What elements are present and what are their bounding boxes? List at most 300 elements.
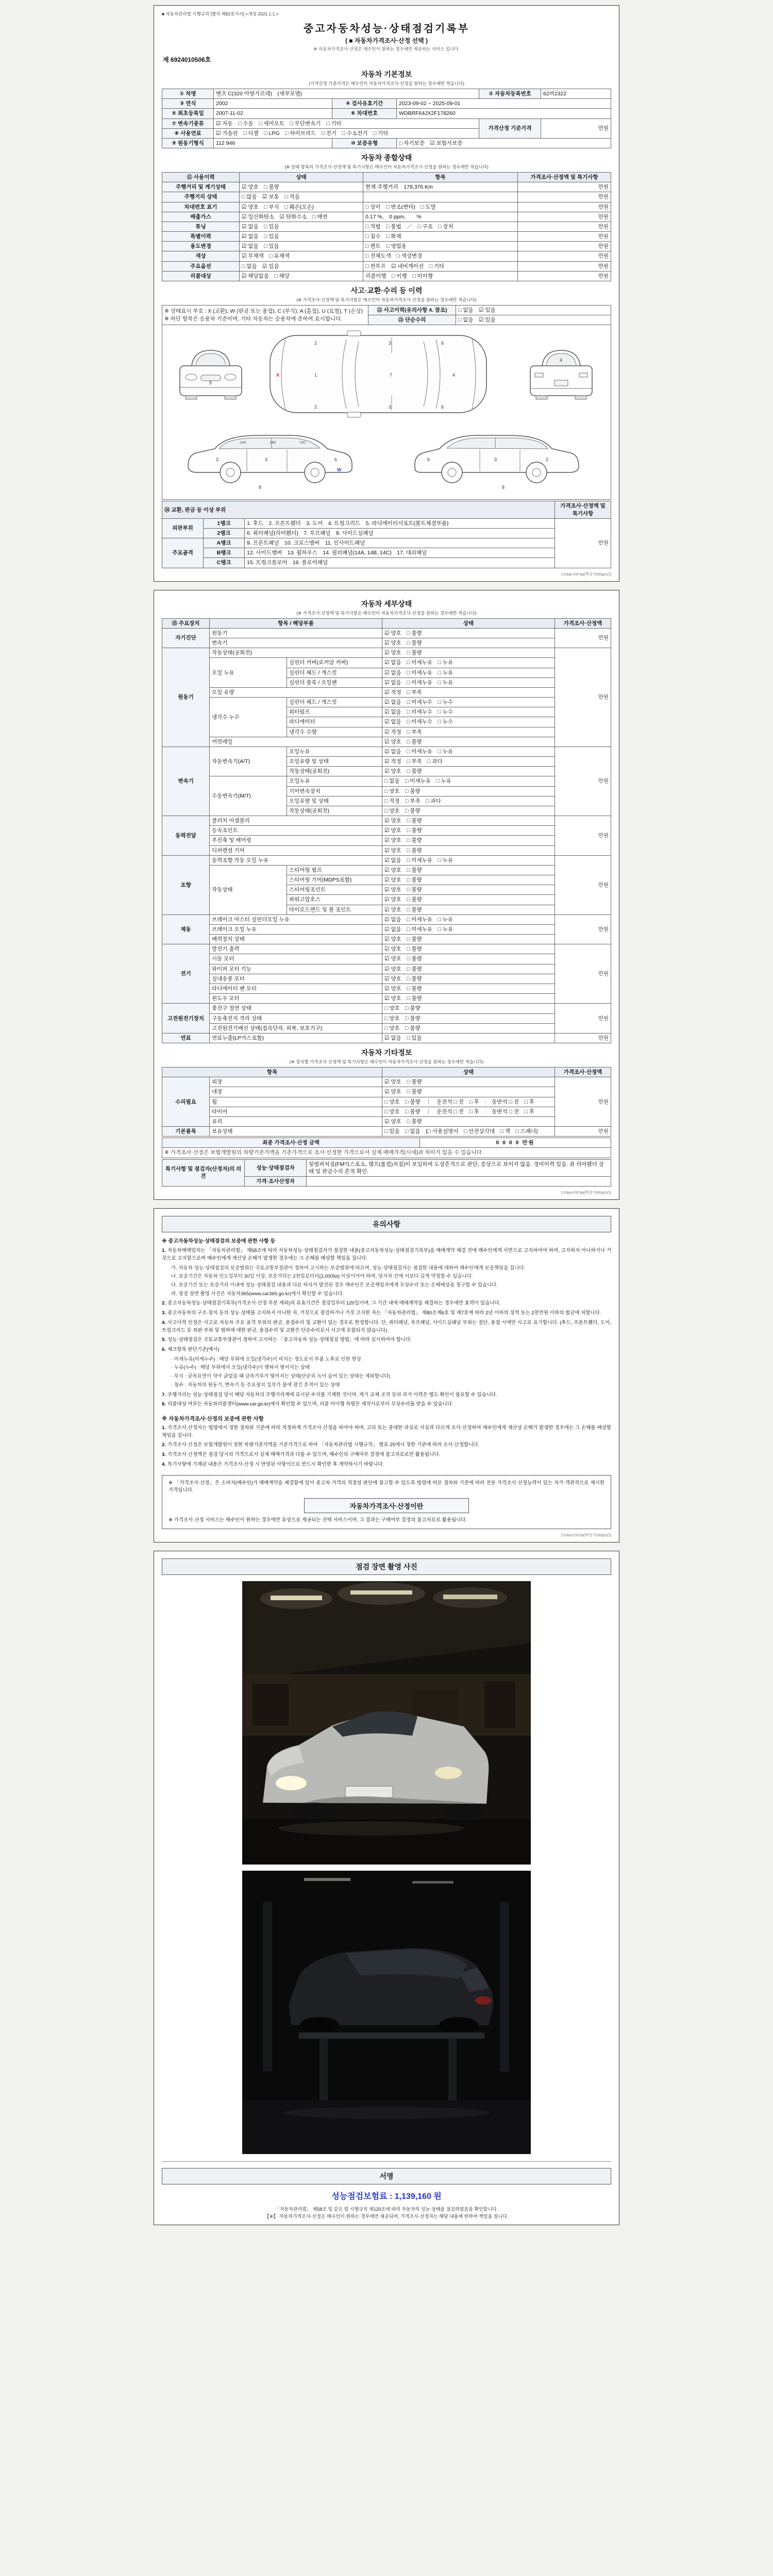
remarks-role: 성능·상태점검자: [245, 1159, 307, 1176]
svg-text:X: X: [276, 372, 280, 378]
state-checkboxes: ☑ 없음 □ 있음: [382, 1033, 555, 1043]
item-label: 오일 누유: [210, 658, 287, 688]
notice-subitem: 나. 보증기간은 자동차 인도일부터 30일 이상, 보증거리는 2천킬로미터(2,000㎞) 이상이어야 하며, 당사자 간에 이보다 길게 약정할 수 있습니다.: [171, 1274, 473, 1280]
price-cell: 만원: [555, 1033, 611, 1043]
table-row: [162, 1023, 611, 1033]
item-label: 휠: [210, 1097, 382, 1107]
device-group-label: 연료: [162, 1033, 210, 1043]
notice-item: 3. 중고자동차의 구조·장치 등의 성능·상태를 고지하지 아니한 자, 거짓으로 점검하거나 거짓 고지한 자는 「자동차관리법」 제80조제6호 및 제7호에 따라 2년 이하의 징역 또는 2천만원 이하의 벌금에 처합니다.: [162, 1310, 601, 1316]
table-row: [162, 964, 611, 974]
item-label: 윈도우 모터: [210, 994, 382, 1004]
svg-text:1: 1: [314, 372, 317, 378]
price-cell: 만원: [555, 1077, 611, 1127]
state-checkboxes: □ 없음 ☑ 있음: [240, 261, 363, 271]
table-row: [162, 1033, 611, 1043]
state-checkboxes: ☑ 양호 □ 불량: [382, 737, 555, 747]
section-title-accident: 사고·교환·수리 등 이력: [350, 286, 423, 295]
item-label: 보유상태: [210, 1127, 382, 1137]
table-row: [162, 944, 611, 954]
state-checkboxes: ☑ 없음 □ 미세누유 □ 누유: [382, 924, 555, 934]
base-price-label: 가격산정 기준가격: [479, 118, 541, 138]
item-label: 동력조향 작동 오일 누유: [210, 855, 382, 865]
state-checkboxes: ☑ 양호 □ 불량: [382, 875, 555, 885]
svg-text:W: W: [337, 467, 342, 473]
svg-text:2: 2: [546, 457, 549, 463]
table-row: [162, 325, 611, 500]
state-checkboxes: ☑ 없음 □ 미세누유 □ 누유: [382, 668, 555, 677]
section-title-basic: 자동차 기본정보: [361, 70, 412, 78]
svg-text:3: 3: [389, 404, 392, 410]
part-label: 오일유량 및 상태: [287, 796, 382, 806]
print-spec: 210㎜×297㎜[백상지(80g/㎡)]: [561, 1532, 611, 1537]
notice-item: 5. 성능·상태점검은 국토교통부장관이 정하여 고시하는 「중고자동차 성능·상태점검 방법」에 따라 실시하여야 합니다.: [162, 1337, 412, 1343]
table-row: [162, 242, 611, 251]
svg-text:6: 6: [334, 457, 338, 463]
fuel-checkboxes: ☑ 가솔린 □ 디젤 □ LPG □ 하이브리드 □ 전기 □ 수소전기 □ 기타: [214, 128, 479, 138]
price-definition-box: [162, 1475, 611, 1529]
state-checkboxes: □ 양호 □ 불량 ｜ 운전석 □ 전 □ 후 · 동반석 □ 전 □ 후: [382, 1107, 555, 1116]
page-1: [154, 5, 619, 582]
state-checkboxes: ☑ 적정 □ 부족 □ 과다: [382, 757, 555, 767]
col-header: 상태: [382, 618, 555, 628]
table-row: [162, 118, 611, 128]
state-checkboxes: ☑ 양호 □ 불량: [382, 994, 555, 1004]
item-value: 리콜이행 □ 이행 □ 미이행: [363, 271, 518, 281]
rank-name: C랭크: [204, 558, 245, 568]
print-spec: 210㎜×297㎜[백상지(80g/㎡)]: [561, 1190, 611, 1195]
part-label: 스티어링조인트: [287, 885, 382, 895]
table-row: [162, 658, 611, 668]
col-header: 가격조사·산정액: [555, 618, 611, 628]
table-row: [162, 836, 611, 845]
table-row: [162, 924, 611, 934]
item-value: 0.17 %, 0 ppm, %: [363, 212, 518, 222]
part-label: 냉각수 수량: [287, 727, 382, 737]
table-row: [162, 1107, 611, 1116]
inspection-value: 2023-09-02 ~ 2025-09-01: [397, 99, 611, 109]
part-label: 파워고압호스: [287, 895, 382, 905]
main-frame-label: 주요골격: [162, 538, 204, 568]
col-header: 가격조사·산정액 및 특기사항: [518, 173, 611, 182]
state-checkboxes: ☑ 없음 □ 있음: [240, 232, 363, 242]
item-label: 냉각수 누수: [210, 698, 287, 737]
field-label: ⑦ 변속기종류: [162, 118, 214, 128]
price-cell: 만원: [555, 944, 611, 1004]
field-label: ② 자동차등록번호: [479, 89, 541, 99]
final-price-value: 0 0 0 0 만원: [420, 1138, 611, 1148]
price-cell: 만원: [555, 648, 611, 747]
state-checkboxes: ☑ 양호 □ 불량: [382, 964, 555, 974]
photo-section-title: 점검 장면 촬영 사진: [162, 1558, 611, 1575]
table-row: [162, 984, 611, 994]
field-label: ⑩ 보증유형: [332, 138, 397, 148]
section-note-basic: (가격산정 기준가격은 매수인이 자동차가격조사·산정을 원하는 경우에만 적습니다): [309, 81, 464, 86]
item-label: 원동기: [210, 628, 382, 638]
notice-subitem: · 침수 : 자동차의 원동기, 변속기 등 주요장치 일부가 물에 잠긴 흔적이 있는 상태: [171, 1382, 340, 1388]
state-checkboxes: ☑ 없음 □ 미세누수 □ 누수: [382, 717, 555, 727]
table-header-row: [162, 501, 611, 518]
section-title-detail: 자동차 세부상태: [361, 599, 412, 608]
section-title-etc: 자동차 기타정보: [361, 1048, 412, 1057]
state-mark-legend: [162, 305, 368, 325]
item-value: 현재 주행거리 178,376 Km: [363, 182, 518, 192]
table-row: [162, 638, 611, 648]
table-row: [162, 1148, 611, 1158]
sign-band-title: 서명: [162, 2168, 611, 2184]
table-row: [162, 845, 611, 855]
row-label: 색상: [162, 251, 240, 261]
state-checkboxes: □ 양호 □ 불량: [382, 806, 555, 816]
rank-parts: 6. 쿼터패널(리어휀더) 7. 루프패널 8. 사이드실패널: [245, 528, 555, 538]
price-notice-title: ※ 자동차가격조사·산정의 보증에 관한 사항: [162, 1416, 264, 1422]
state-checkboxes: ☑ 양호 □ 불량: [382, 845, 555, 855]
item-label: 클러치 어셈블리: [210, 816, 382, 826]
inspection-photo-2: [242, 1871, 531, 2154]
table-row: [162, 1159, 611, 1176]
warranty-checkboxes: □ 자기보증 ☑ 보험사보증: [397, 138, 611, 148]
price-cell: 만원: [518, 222, 611, 231]
table-row: [162, 865, 611, 875]
item-value: □ 전체도색 □ 색상변경: [363, 251, 518, 261]
field-label: ③ 연식: [162, 99, 214, 109]
state-checkboxes: ☑ 없음 □ 미세누유 □ 누유: [382, 658, 555, 668]
simple-repair-checkboxes: □ 없음 ☑ 있음: [456, 315, 611, 325]
price-cell: 만원: [518, 232, 611, 242]
engine-type-value: 112 946: [214, 138, 332, 148]
state-checkboxes: ☑ 해당없음 □ 해당: [240, 271, 363, 281]
item-label: 내장: [210, 1087, 382, 1097]
page-4: [154, 1551, 619, 2225]
svg-text:2: 2: [216, 457, 219, 463]
state-checkboxes: ☑ 양호 □ 불량: [382, 836, 555, 845]
section-note-overall: (※ 상태·항목의 가격조사·산정액 및 특기사항은 매수인이 자동차가격조사·산정을 원하는 경우에만 적습니다): [284, 164, 489, 170]
price-cell: 만원: [518, 251, 611, 261]
simple-repair-label: ⑬ 단순수리: [368, 315, 456, 325]
col-header: 상태: [382, 1067, 555, 1077]
state-checkboxes: ☑ 양호 □ 불량: [382, 954, 555, 964]
svg-text:4: 4: [452, 372, 456, 378]
svg-text:7: 7: [390, 372, 393, 378]
document-subtitle: ( ■ 자동차가격조사·산정 선택 ): [345, 37, 428, 44]
state-checkboxes: □ 있음 □ 없음 (□ 사용설명서 □ 안전삼각대 □ 잭 □ 스패너): [382, 1127, 555, 1137]
remarks-text: [307, 1176, 611, 1186]
field-label: ⑧ 사용연료: [162, 128, 214, 138]
rank-name: 2랭크: [204, 528, 245, 538]
part-label: 작동상태(공회전): [287, 806, 382, 816]
first-reg-value: 2007-11-02: [214, 109, 332, 118]
svg-text:6: 6: [427, 457, 430, 463]
state-checkboxes: □ 많음 ☑ 보통 □ 적음: [240, 192, 363, 202]
overall-state-table: [162, 172, 611, 281]
notice-list: [162, 1247, 611, 1409]
svg-text:5: 5: [209, 380, 212, 386]
table-row: [162, 698, 611, 707]
part-label: 작동상태(공회전): [287, 767, 382, 776]
item-value: □ 상이 □ 변조(변타) □ 도말: [363, 202, 518, 212]
table-row: [162, 251, 611, 261]
table-row: [162, 558, 611, 568]
item-label: 발전기 출력: [210, 944, 382, 954]
state-checkboxes: ☑ 양호 □ 불량: [382, 1087, 555, 1097]
item-label: 작동상태: [210, 865, 287, 914]
table-row: [162, 935, 611, 944]
item-label: 라디에이터 팬 모터: [210, 984, 382, 994]
state-checkboxes: □ 적정 □ 부족 □ 과다: [382, 796, 555, 806]
part-label: 실린더 헤드 / 개스킷: [287, 668, 382, 677]
row-label: 배출가스: [162, 212, 240, 222]
table-row: [162, 271, 611, 281]
car-front-view: [180, 350, 242, 399]
sign-section: [162, 2161, 611, 2221]
transmission-checkboxes: ☑ 자동 □ 수동 □ 세미오토 □ 무단변속기 □ 기타: [214, 118, 479, 128]
table-row: [162, 826, 611, 836]
item-label: 등속조인트: [210, 826, 382, 836]
print-spec: 210㎜×297㎜[백상지(80g/㎡)]: [561, 571, 611, 577]
table-row: [162, 914, 611, 924]
field-label: ⑥ 차대번호: [332, 109, 397, 118]
price-cell: 만원: [555, 628, 611, 648]
part-label: 라디에이터: [287, 717, 382, 727]
rank-name: 1랭크: [204, 518, 245, 528]
device-group-label: 전기: [162, 944, 210, 1004]
definition-box-title: 자동차가격조사·산정이란: [304, 1498, 469, 1513]
item-value: □ 적법 □ 불법 ／ □ 구조 □ 장치: [363, 222, 518, 231]
table-row: [162, 816, 611, 826]
row-label: 리콜대상: [162, 271, 240, 281]
state-checkboxes: ☑ 적정 □ 부족: [382, 727, 555, 737]
year-value: 2002: [214, 99, 332, 109]
row-label: 주행거리 및 계기상태: [162, 182, 240, 192]
table-row: [162, 994, 611, 1004]
rank-parts: 15. 트렁크플로어 16. 플로어패널: [245, 558, 555, 568]
state-checkboxes: ☑ 양호 □ 불량: [382, 1116, 555, 1126]
device-group-label: 수리필요: [162, 1077, 210, 1127]
device-group-label: 동력전달: [162, 816, 210, 856]
notice-item: 4. 특기사항에 기재된 내용은 가격조사·산정 시 반영된 사항이므로 반드시 확인한 후 계약하시기 바랍니다.: [162, 1461, 384, 1467]
part-label: 오일누유: [287, 747, 382, 756]
table-row: [162, 222, 611, 231]
accident-table: [162, 305, 611, 500]
item-label: 시동 모터: [210, 954, 382, 964]
svg-text:6: 6: [441, 404, 444, 410]
table-row: [162, 232, 611, 242]
car-top-view: [270, 331, 486, 417]
svg-text:14A: 14A: [240, 441, 246, 445]
state-checkboxes: ☑ 없음 □ 미세누유 □ 누유: [382, 914, 555, 924]
item-label: 자동변속기(A/T): [210, 747, 287, 776]
price-notice-list: [162, 1425, 611, 1469]
page-3: [154, 1208, 619, 1543]
table-row: [162, 538, 611, 548]
legend-line: ※ 하단 항목은 승용차 기준이며, 기타 자동차는 승용차에 준하여 표시합니다.: [164, 315, 343, 322]
state-checkboxes: ☑ 없음 □ 미세누수 □ 누수: [382, 707, 555, 717]
row-label: 특별이력: [162, 232, 240, 242]
insurance-fee-line: [162, 2190, 611, 2201]
state-checkboxes: ☑ 양호 □ 불량: [382, 826, 555, 836]
table-row: [162, 1087, 611, 1097]
table-row: [162, 776, 611, 786]
state-checkboxes: ☑ 양호 □ 불량: [382, 638, 555, 648]
reg-no-value: 62머2322: [541, 89, 611, 99]
price-cell: 만원: [555, 1004, 611, 1033]
state-checkboxes: ☑ 양호 □ 불량: [382, 648, 555, 658]
state-checkboxes: ☑ 양호 □ 불량: [382, 974, 555, 984]
item-value: [363, 192, 518, 202]
table-row: [162, 212, 611, 222]
state-checkboxes: □ 양호 □ 불량: [382, 1004, 555, 1013]
table-row: [162, 1116, 611, 1126]
notice-band-title: 유의사항: [162, 1216, 611, 1232]
price-cell: 만원: [555, 1127, 611, 1137]
item-value: □ 썬루프 ☑ 네비게이션 □ 기타: [363, 261, 518, 271]
item-label: 배력장치 상태: [210, 935, 382, 944]
table-row: [162, 109, 611, 118]
price-cell: 만원: [555, 518, 611, 568]
notice-subitem: · 누유(누수) : 해당 부위에서 오일(냉각수)이 맺혀서 떨어지는 상태: [171, 1365, 310, 1371]
sign-statement: 「자동차관리법」 제58조 및 같은 법 시행규칙 제120조에 따라 자동차의 성능·상태를 점검하였음을 확인합니다.: [275, 2206, 498, 2212]
price-cell: 만원: [555, 816, 611, 856]
table-header-row: [162, 173, 611, 182]
table-row: [162, 548, 611, 558]
rank-parts: 1. 후드 2. 프론트휀더 3. 도어 4. 트렁크리드 5. 라디에이터서포트(볼트체결부품): [245, 518, 555, 528]
price-cell: 만원: [518, 192, 611, 202]
document-subnote: ※ 자동차가격조사·산정은 매수인이 원하는 경우에만 제공하는 서비스 입니다.: [313, 46, 460, 52]
notice-subitem: 라. 점검 장면 촬영 사진은 자동차365(www.car365.go.kr)에서 확인할 수 있습니다.: [171, 1291, 344, 1297]
field-label: ④ 검사유효기간: [332, 99, 397, 109]
car-rear-view: [530, 350, 592, 399]
definition-line: ※ 「가격조사·산정」은 소비자(매수인)가 매매계약을 체결함에 있어 중고차 가격의 적절성 판단에 참고할 수 있도록 법령에 따른 절차와 기준에 따라 전문 가격조사·산정능력이 있는 자가 객관적으로 제시한 가격입니다.: [169, 1480, 604, 1494]
state-checkboxes: ☑ 없음 □ 미세누유 □ 누유: [382, 855, 555, 865]
item-label: 구동축전지 격리 상태: [210, 1013, 382, 1023]
remarks-text: 뒷범퍼처짐(FM익스포소, 램프(롤컴)처짐)이 보임하여 도장흔적으로 판단, 증상으로 보이지 않음. 정비이력 있음. 좌 리어휀더 상태 및 판금수리 흔적 확인.: [307, 1159, 611, 1176]
table-row: [162, 855, 611, 865]
table-row: [162, 1077, 611, 1087]
field-label: ⑨ 원동기형식: [162, 138, 214, 148]
item-label: 유리: [210, 1116, 382, 1126]
part-label: 실린더 커버(로커암 커버): [287, 658, 382, 668]
document-number: 제 6924010506호: [163, 56, 211, 63]
price-cell: 만원: [555, 747, 611, 816]
state-checkboxes: ☑ 양호 □ 불량: [382, 816, 555, 826]
state-checkboxes: ☑ 양호 □ 부식 □ 훼손(오손): [240, 202, 363, 212]
notice-item: 6. 체크항목 판단기준(예시): [162, 1347, 220, 1352]
state-checkboxes: ☑ 양호 □ 불량: [382, 767, 555, 776]
state-checkboxes: ☑ 무채색 □ 유채색: [240, 251, 363, 261]
accident-history-checkboxes: □ 없음 ☑ 있음: [456, 305, 611, 315]
table-row: [162, 202, 611, 212]
field-label: ① 차명: [162, 89, 214, 99]
price-cell: 만원: [518, 202, 611, 212]
table-row: [162, 1004, 611, 1013]
table-row: [162, 192, 611, 202]
state-checkboxes: ☑ 양호 □ 불량: [382, 628, 555, 638]
svg-text:8: 8: [502, 485, 505, 490]
item-value: □ 침수 □ 화재: [363, 232, 518, 242]
svg-text:14B: 14B: [270, 441, 276, 445]
part-label: 오일유량 및 상태: [287, 757, 382, 767]
table-row: [162, 974, 611, 984]
state-checkboxes: ☑ 양호 □ 불량: [382, 1077, 555, 1087]
device-group-label: 기본품목: [162, 1127, 210, 1137]
part-label: 워터펌프: [287, 707, 382, 717]
state-checkboxes: □ 양호 □ 불량: [382, 786, 555, 796]
part-label: 기어변속장치: [287, 786, 382, 796]
row-label: 용도변경: [162, 242, 240, 251]
table-row: [162, 687, 611, 697]
device-group-label: 고전원전기장치: [162, 1004, 210, 1033]
device-group-label: 원동기: [162, 648, 210, 747]
svg-text:8: 8: [259, 485, 262, 490]
base-price-value: 만원: [541, 118, 611, 138]
exchange-label: ⑭ 교환, 판금 등 이상 부위: [162, 501, 555, 518]
part-label: 오일누유: [287, 776, 382, 786]
notice-item: 2. 중고자동차성능·상태점검기록부(가격조사·산정 부분 제외)의 유효기간은 점검일부터 120일이며, 그 기간 내에 매매계약을 체결하는 경우에만 효력이 있습니다.: [162, 1300, 501, 1307]
item-label: 고전원전기배선 상태(접속단자, 피복, 보호기구): [210, 1023, 382, 1033]
item-label: 추진축 및 베어링: [210, 836, 382, 845]
state-checkboxes: □ 양호 □ 불량: [382, 1013, 555, 1023]
remarks-role: 가격·조사산정자: [245, 1176, 307, 1186]
table-row: [162, 648, 611, 658]
price-cell: 만원: [518, 261, 611, 271]
table-row: [162, 182, 611, 192]
table-row: [162, 89, 611, 99]
notice-item: 1. 자동차매매업자는 「자동차관리법」 제58조에 따라 자동차성능·상태점검자가 점검한 내용(중고자동차성능·상태점검기록부)을 매매계약 체결 전에 매수인에게 서면으로 고지하여야 하며, 고지하지 아니하거나 거짓으로 고지함으로써 매수인에게 재산상 손해가 발생한 경우에는 그 손해를 배상할 책임을 집니다.: [162, 1248, 611, 1261]
rank-name: B랭크: [204, 548, 245, 558]
svg-text:4: 4: [560, 358, 563, 363]
item-label: 브레이크 마스터 실린더오일 누유: [210, 914, 382, 924]
svg-text:2: 2: [314, 404, 317, 410]
rank-parts: 9. 프론트패널 10. 크로스멤버 11. 인사이드패널: [245, 538, 555, 548]
price-cell: 만원: [518, 242, 611, 251]
table-row: [162, 99, 611, 109]
price-cell: 만원: [518, 182, 611, 192]
table-row: [162, 954, 611, 964]
col-header: ⑮ 주요장치: [162, 618, 210, 628]
final-price-note: ※ 가격조사·산정은 보험개발원의 차량기준가액을 기준가격으로 조사·산정한 가격으로서 실제 매매가격(시세)과 차이가 있을 수 있습니다.: [162, 1148, 611, 1158]
insurance-fee-value: 1,139,160 원: [394, 2192, 442, 2201]
svg-text:6: 6: [441, 341, 444, 346]
outer-panel-label: 외판부위: [162, 518, 204, 538]
state-checkboxes: □ 없음 □ 미세누유 □ 누유: [382, 776, 555, 786]
price-cell: 만원: [555, 914, 611, 944]
device-group-label: 변속기: [162, 747, 210, 816]
detail-state-table: [162, 618, 611, 1043]
item-label: 충전구 절연 상태: [210, 1004, 382, 1013]
state-checkboxes: □ 양호 □ 불량 ｜ 운전석 □ 전 □ 후 · 동반석 □ 전 □ 후: [382, 1097, 555, 1107]
notice-item: 7. 주행거리는 성능·상태점검 당시 해당 자동차의 주행거리계에 표시된 수치를 기재한 것이며, 계기 교체·조작 등의 과거 이력은 별도 확인이 필요할 수 있습니다.: [162, 1392, 497, 1398]
section-note-detail: (※ 가격조사·산정액 및 특기사항은 매수인이 자동차가격조사·산정을 원하는 경우에만 적습니다): [296, 610, 477, 616]
part-label: 실린더 블록 / 오일팬: [287, 677, 382, 687]
accident-history-label: ⑫ 사고이력(유의사항 4. 참조): [368, 305, 456, 315]
state-checkboxes: ☑ 없음 □ 있음: [240, 242, 363, 251]
svg-text:2: 2: [314, 341, 317, 346]
final-price-table: [162, 1138, 611, 1158]
form-reference: ■ 자동차관리법 시행규칙 [별지 제82호서식] <개정 2021.1.1.>: [162, 11, 279, 16]
state-checkboxes: ☑ 없음 □ 미세누유 □ 누유: [382, 747, 555, 756]
notice-lead: ※ 중고자동차성능·상태점검의 보증에 관한 사항 등: [162, 1239, 276, 1245]
basic-info-table: [162, 89, 611, 148]
col-header: 상태: [240, 173, 363, 182]
item-value: □ 렌트 □ 영업용: [363, 242, 518, 251]
car-damage-diagram: [164, 326, 608, 496]
col-header: 항목: [363, 173, 518, 182]
col-header: ⑪ 사용이력: [162, 173, 240, 182]
table-row: [162, 261, 611, 271]
table-row: [162, 1013, 611, 1023]
vin-value: WDBRF64JX2F178260: [397, 109, 611, 118]
row-label: 차대번호 표기: [162, 202, 240, 212]
table-row: [162, 305, 611, 315]
